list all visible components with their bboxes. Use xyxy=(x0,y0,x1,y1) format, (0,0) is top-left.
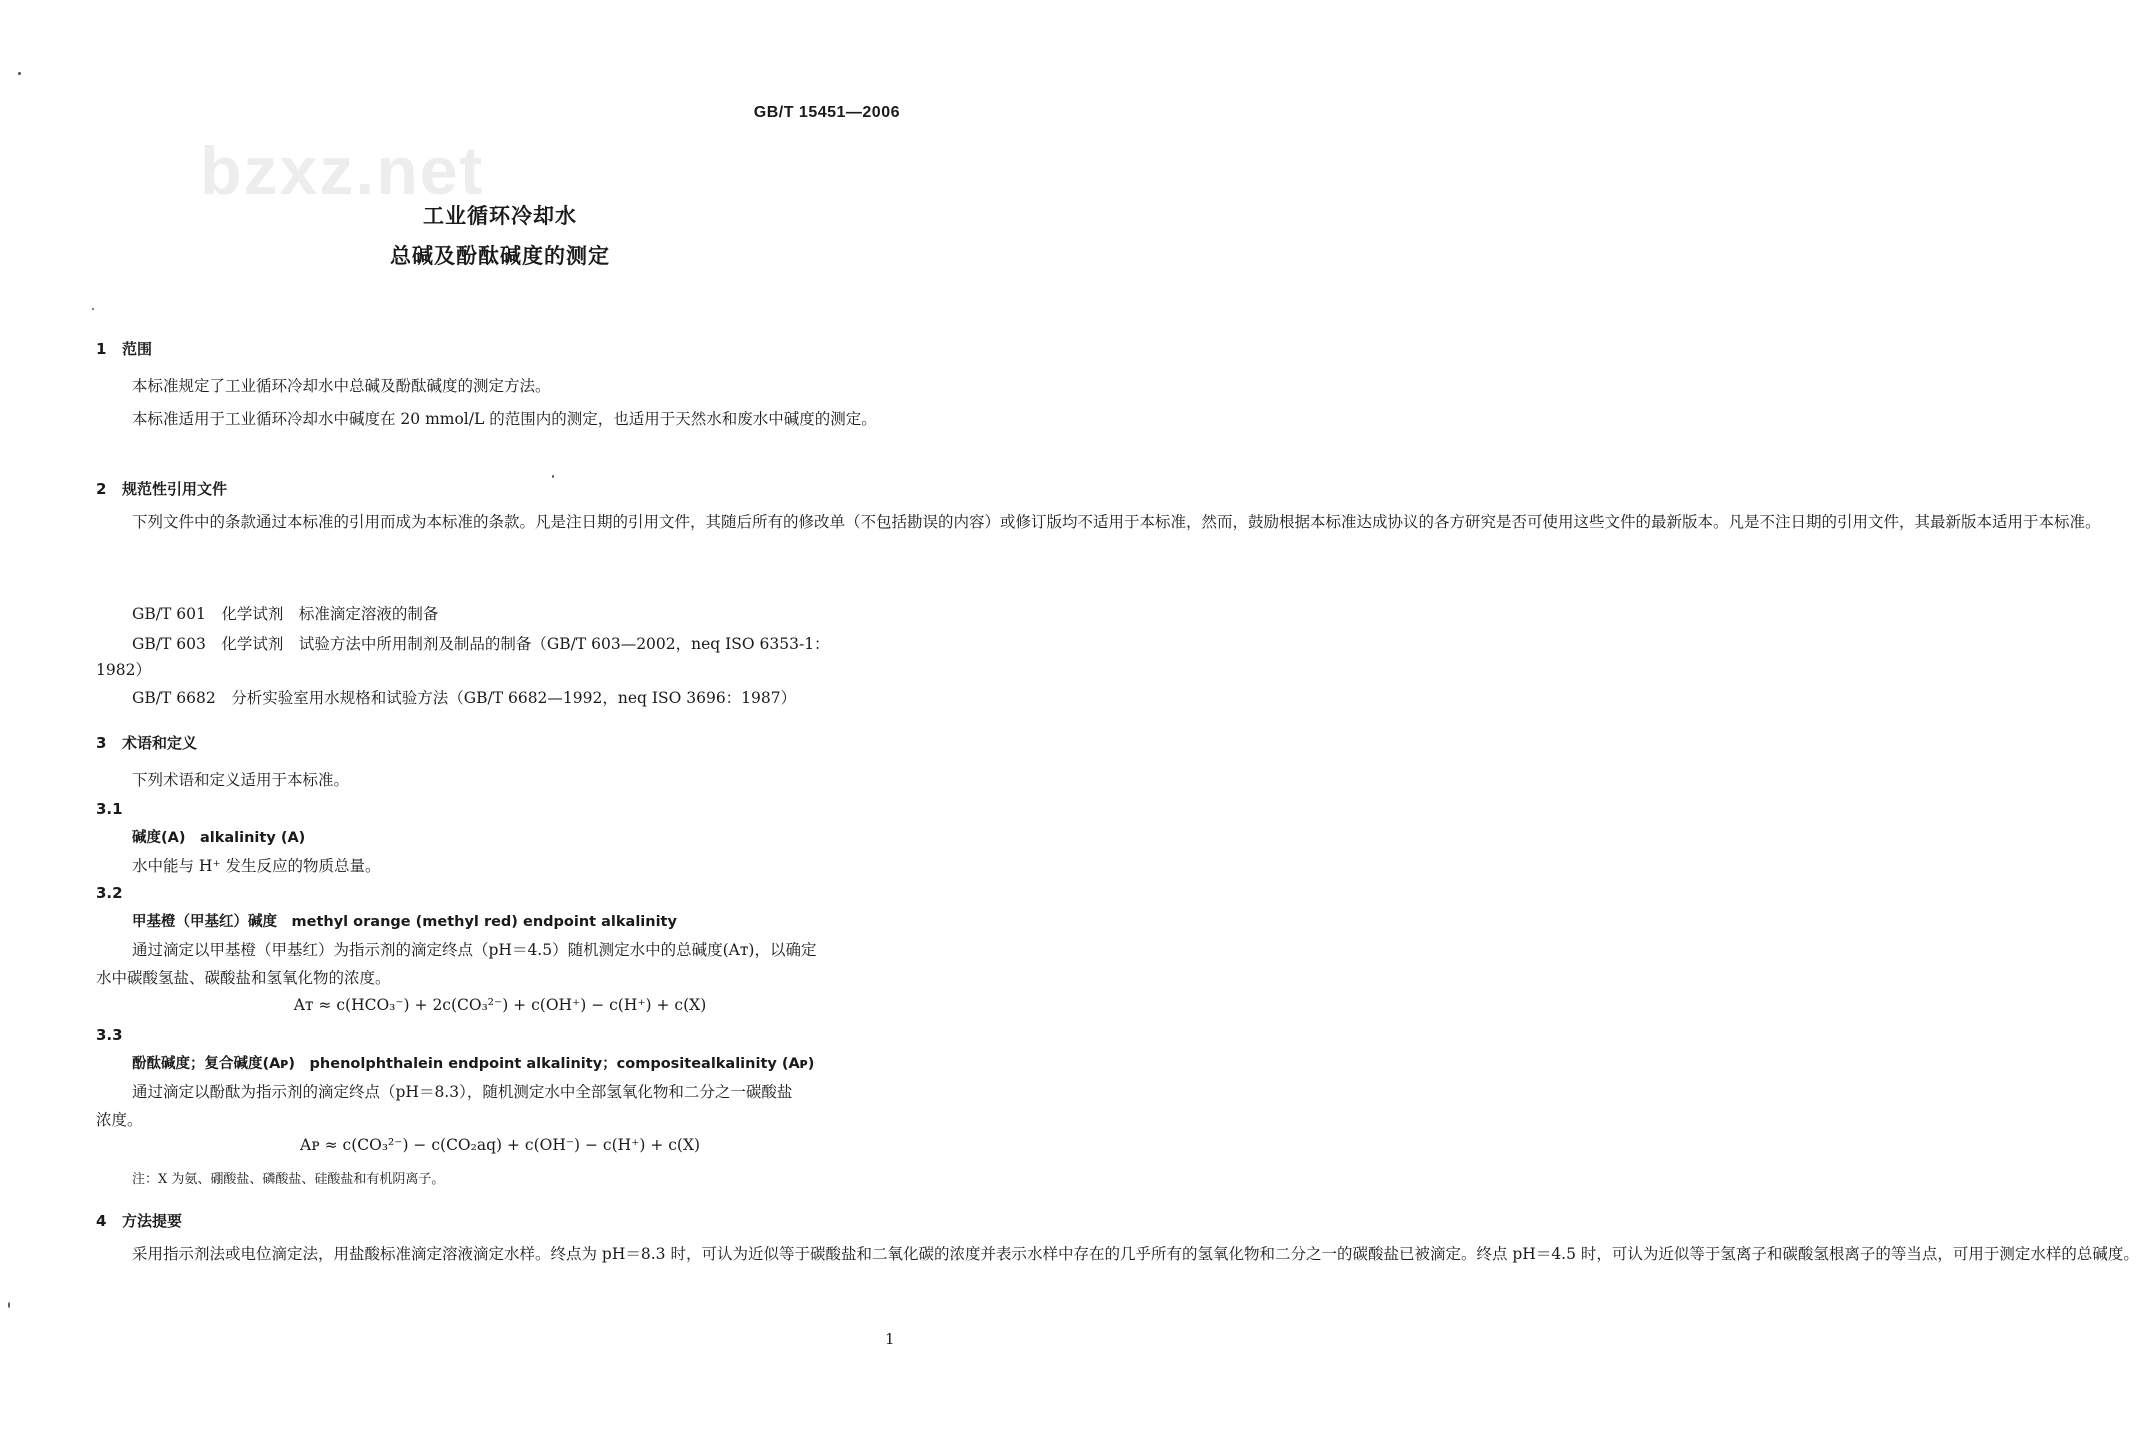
section-4-body xyxy=(96,1238,2139,1271)
term-3-3-number: 3.3 xyxy=(96,1026,123,1044)
reference-gbt6682: GB/T 6682 分析实验室用水规格和试验方法（GB/T 6682—1992，neq ISO 3696：1987） xyxy=(132,689,797,707)
section-title: 规范性引用文件 xyxy=(122,480,228,498)
term-3-2-definition: 通过滴定以甲基橙（甲基红）为指示剂的滴定终点（pH＝4.5）随机测定水中的总碱度(Aᴛ)，以确定 xyxy=(132,941,817,959)
scan-speck xyxy=(92,308,94,310)
standard-number: GB/T 15451—2006 xyxy=(753,104,900,121)
paragraph: 本标准适用于工业循环冷却水中碱度在 20 mmol/L 的范围内的测定，也适用于天然水和废水中碱度的测定。 xyxy=(132,409,877,428)
term-3-2-number: 3.2 xyxy=(96,884,123,902)
watermark: bzxz.net xyxy=(200,133,485,209)
reference-gbt603-cont: 1982） xyxy=(96,661,151,679)
paragraph: 采用指示剂法或电位滴定法，用盐酸标准滴定溶液滴定水样。终点为 pH＝8.3 时，可认为近似等于碳酸盐和二氧化碳的浓度并表示水样中存在的几乎所有的氢氧化物和二分之一的碳酸盐已被滴定。终点 pH＝4.5 时，可认为近似等于氢离子和碳酸氢根离子的等当点，可用于测定水样的总碱度。 xyxy=(132,1245,2139,1263)
term-3-2-definition-cont: 水中碳酸氢盐、碳酸盐和氢氧化物的浓度。 xyxy=(96,969,391,987)
section-1-heading xyxy=(96,338,152,359)
section-1-body xyxy=(96,370,904,435)
section-2-heading xyxy=(96,478,227,499)
document-title-line1: 工业循环冷却水 xyxy=(423,204,577,228)
section-3-heading xyxy=(96,732,197,753)
section-title: 方法提要 xyxy=(122,1212,183,1230)
paragraph: 本标准规定了工业循环冷却水中总碱及酚酞碱度的测定方法。 xyxy=(132,377,551,395)
reference-gbt601: GB/T 601 化学试剂 标准滴定溶液的制备 xyxy=(132,605,439,623)
term-3-3-definition-cont: 浓度。 xyxy=(96,1111,143,1129)
section-2-body xyxy=(96,506,2101,539)
term-3-1-number: 3.1 xyxy=(96,800,123,818)
paragraph: 下列文件中的条款通过本标准的引用而成为本标准的条款。凡是注日期的引用文件，其随后所有的修改单（不包括勘误的内容）或修订版均不适用于本标准，然而，鼓励根据本标准达成协议的各方研究是否可使用这些文件的最新版本。凡是不注日期的引用文件，其最新版本适用于本标准。 xyxy=(132,513,2101,531)
section-number: 1 xyxy=(96,340,107,358)
section-number: 2 xyxy=(96,480,107,498)
term-3-3-title: 酚酞碱度；复合碱度(Aᴘ) phenolphthalein endpoint alkalinity；compositealkalinity (Aᴘ) xyxy=(132,1056,815,1072)
section-number: 4 xyxy=(96,1212,107,1230)
note: 注：X 为氨、硼酸盐、磷酸盐、硅酸盐和有机阴离子。 xyxy=(132,1172,445,1187)
scan-speck xyxy=(18,72,21,75)
term-3-1-definition: 水中能与 H⁺ 发生反应的物质总量。 xyxy=(132,857,381,875)
scan-speck xyxy=(552,475,554,478)
section-title: 范围 xyxy=(122,340,153,358)
formula-total-alkalinity: Aᴛ ≈ c(HCO₃⁻) + 2c(CO₃²⁻) + c(OH⁺) − c(H⁺) + c(X) xyxy=(293,996,707,1014)
scan-speck xyxy=(8,1302,10,1308)
page-number: 1 xyxy=(885,1330,895,1348)
section-number: 3 xyxy=(96,734,107,752)
formula-phenolphthalein-alkalinity: Aᴘ ≈ c(CO₃²⁻) − c(CO₂aq) + c(OH⁻) − c(H⁺) + c(X) xyxy=(299,1136,701,1154)
term-3-2-title: 甲基橙（甲基红）碱度 methyl orange (methyl red) endpoint alkalinity xyxy=(132,914,677,930)
document-title-line2: 总碱及酚酞碱度的测定 xyxy=(390,244,610,268)
term-3-1-title: 碱度(A) alkalinity (A) xyxy=(132,830,306,846)
reference-gbt603: GB/T 603 化学试剂 试验方法中所用制剂及制品的制备（GB/T 603—2002，neq ISO 6353-1： xyxy=(132,635,830,653)
section-title: 术语和定义 xyxy=(122,734,198,752)
terms-intro: 下列术语和定义适用于本标准。 xyxy=(132,771,350,789)
section-4-heading xyxy=(96,1210,182,1231)
term-3-3-definition: 通过滴定以酚酞为指示剂的滴定终点（pH＝8.3），随机测定水中全部氢氧化物和二分之一碳酸盐 xyxy=(132,1083,793,1101)
